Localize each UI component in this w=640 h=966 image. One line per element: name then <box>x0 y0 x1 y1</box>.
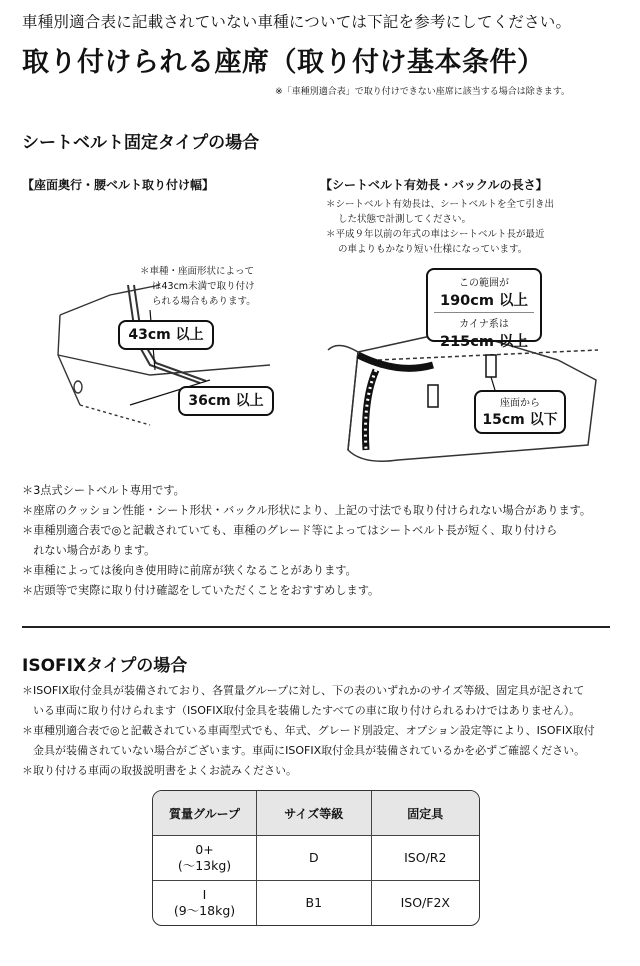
page-title: 取り付けられる座席（取り付け基本条件） <box>22 47 545 78</box>
kaina-value: 215cm 以上 <box>439 334 529 350</box>
weight-value: (～13kg) <box>177 858 232 873</box>
cell-fixture: ISO/F2X <box>400 895 450 910</box>
note-line: ＊店頭等で実際に取り付け確認をしていただくことをおすすめします。 <box>22 584 380 597</box>
belt-notes <box>326 197 554 257</box>
cell-weight-group <box>153 836 257 881</box>
belt-note-line: の車よりもかなり短い仕様になっています。 <box>338 244 528 255</box>
weight-value: (9～18kg) <box>173 903 236 918</box>
isofix-notes <box>22 681 595 781</box>
title-note: ※「車種別適合表」で取り付けできない座席に該当する場合は除きます。 <box>275 87 570 97</box>
isofix-note-line: いる車両に取り付けられます（ISOFIX取付金具を装備したすべての車に取り付けられるわけではありません）。 <box>22 704 581 717</box>
header-fixture: 固定具 <box>372 791 479 836</box>
isofix-note-line: ＊取り付ける車両の取扱説明書をよくお読みください。 <box>22 764 297 777</box>
isofix-note-line: 金具が装備されていない場合がございます。車両にISOFIX取付金具が装備されているかを必ずご確認ください。 <box>22 744 586 757</box>
seat-callout-line: ＊車種・座面形状によって <box>140 266 255 277</box>
note-line: ＊3点式シートベルト専用です。 <box>22 484 185 497</box>
width-36cm-label: 36cm 以上 <box>178 386 274 416</box>
cell-size-class: D <box>257 836 372 881</box>
belt-range-box <box>426 268 542 350</box>
seatbelt-heading: シートベルト固定タイプの場合 <box>22 133 260 153</box>
isofix-heading: ISOFIXタイプの場合 <box>22 656 188 676</box>
group-value: 0+ <box>195 842 214 857</box>
belt-note-line: した状態で計測してください。 <box>338 214 472 225</box>
depth-43cm-label: 43cm 以上 <box>118 320 214 350</box>
note-line: ＊座席のクッション性能・シート形状・バックル形状により、上記の寸法でも取り付けられない場合があります。 <box>22 504 592 517</box>
isofix-note-line: ＊車種別適合表で◎と記載されている車両型式でも、年式、グレード別設定、オプション設定等により、ISOFIX取付 <box>22 724 595 737</box>
seat-callout <box>140 264 256 309</box>
header-weight-group: 質量グループ <box>153 791 257 836</box>
group-value: I <box>202 887 207 902</box>
note-line: れない場合があります。 <box>22 544 156 557</box>
table-row <box>153 881 479 925</box>
header-size-class: サイズ等級 <box>257 791 372 836</box>
note-line: ＊車種別適合表で◎と記載されていても、車種のグレード等によってはシートベルト長が短く、取り付けら <box>22 524 558 537</box>
cell-size-class: B1 <box>257 881 372 925</box>
seat-label: 座面から <box>500 398 540 409</box>
kaina-label: カイナ系は <box>434 312 534 330</box>
range-value: 190cm 以上 <box>439 293 529 309</box>
cell-fixture: ISO/R2 <box>372 836 479 881</box>
table-header-row <box>153 791 479 836</box>
belt-note-line: ＊シートベルト有効長は、シートベルトを全て引き出 <box>326 199 555 210</box>
belt-note-line: ＊平成９年以前の年式の車はシートベルト長が最近 <box>326 229 545 240</box>
seat-depth-heading: 【座面奥行・腰ベルト取り付け幅】 <box>22 178 215 192</box>
table-row <box>153 836 479 881</box>
note-line: ＊車種によっては後向き使用時に前席が狭くなることがあります。 <box>22 564 357 577</box>
belt-length-heading: 【シートベルト有効長・バックルの長さ】 <box>320 178 548 192</box>
range-label: この範囲が <box>459 278 509 289</box>
buckle-height-box <box>474 390 566 434</box>
seat-callout-line: られる場合もあります。 <box>152 296 256 307</box>
seat-callout-line: は43cm未満で取り付け <box>152 281 255 292</box>
seat-value: 15cm 以下 <box>482 412 558 428</box>
cell-weight-group <box>153 881 257 925</box>
seatbelt-notes <box>22 481 591 601</box>
section-divider <box>22 626 610 628</box>
intro-text: 車種別適合表に記載されていない車種については下記を参考にしてください。 <box>22 13 572 31</box>
isofix-table <box>152 790 480 926</box>
isofix-note-line: ＊ISOFIX取付金具が装備されており、各質量グループに対し、下の表のいずれかのサイズ等級、固定具が記されて <box>22 684 585 697</box>
